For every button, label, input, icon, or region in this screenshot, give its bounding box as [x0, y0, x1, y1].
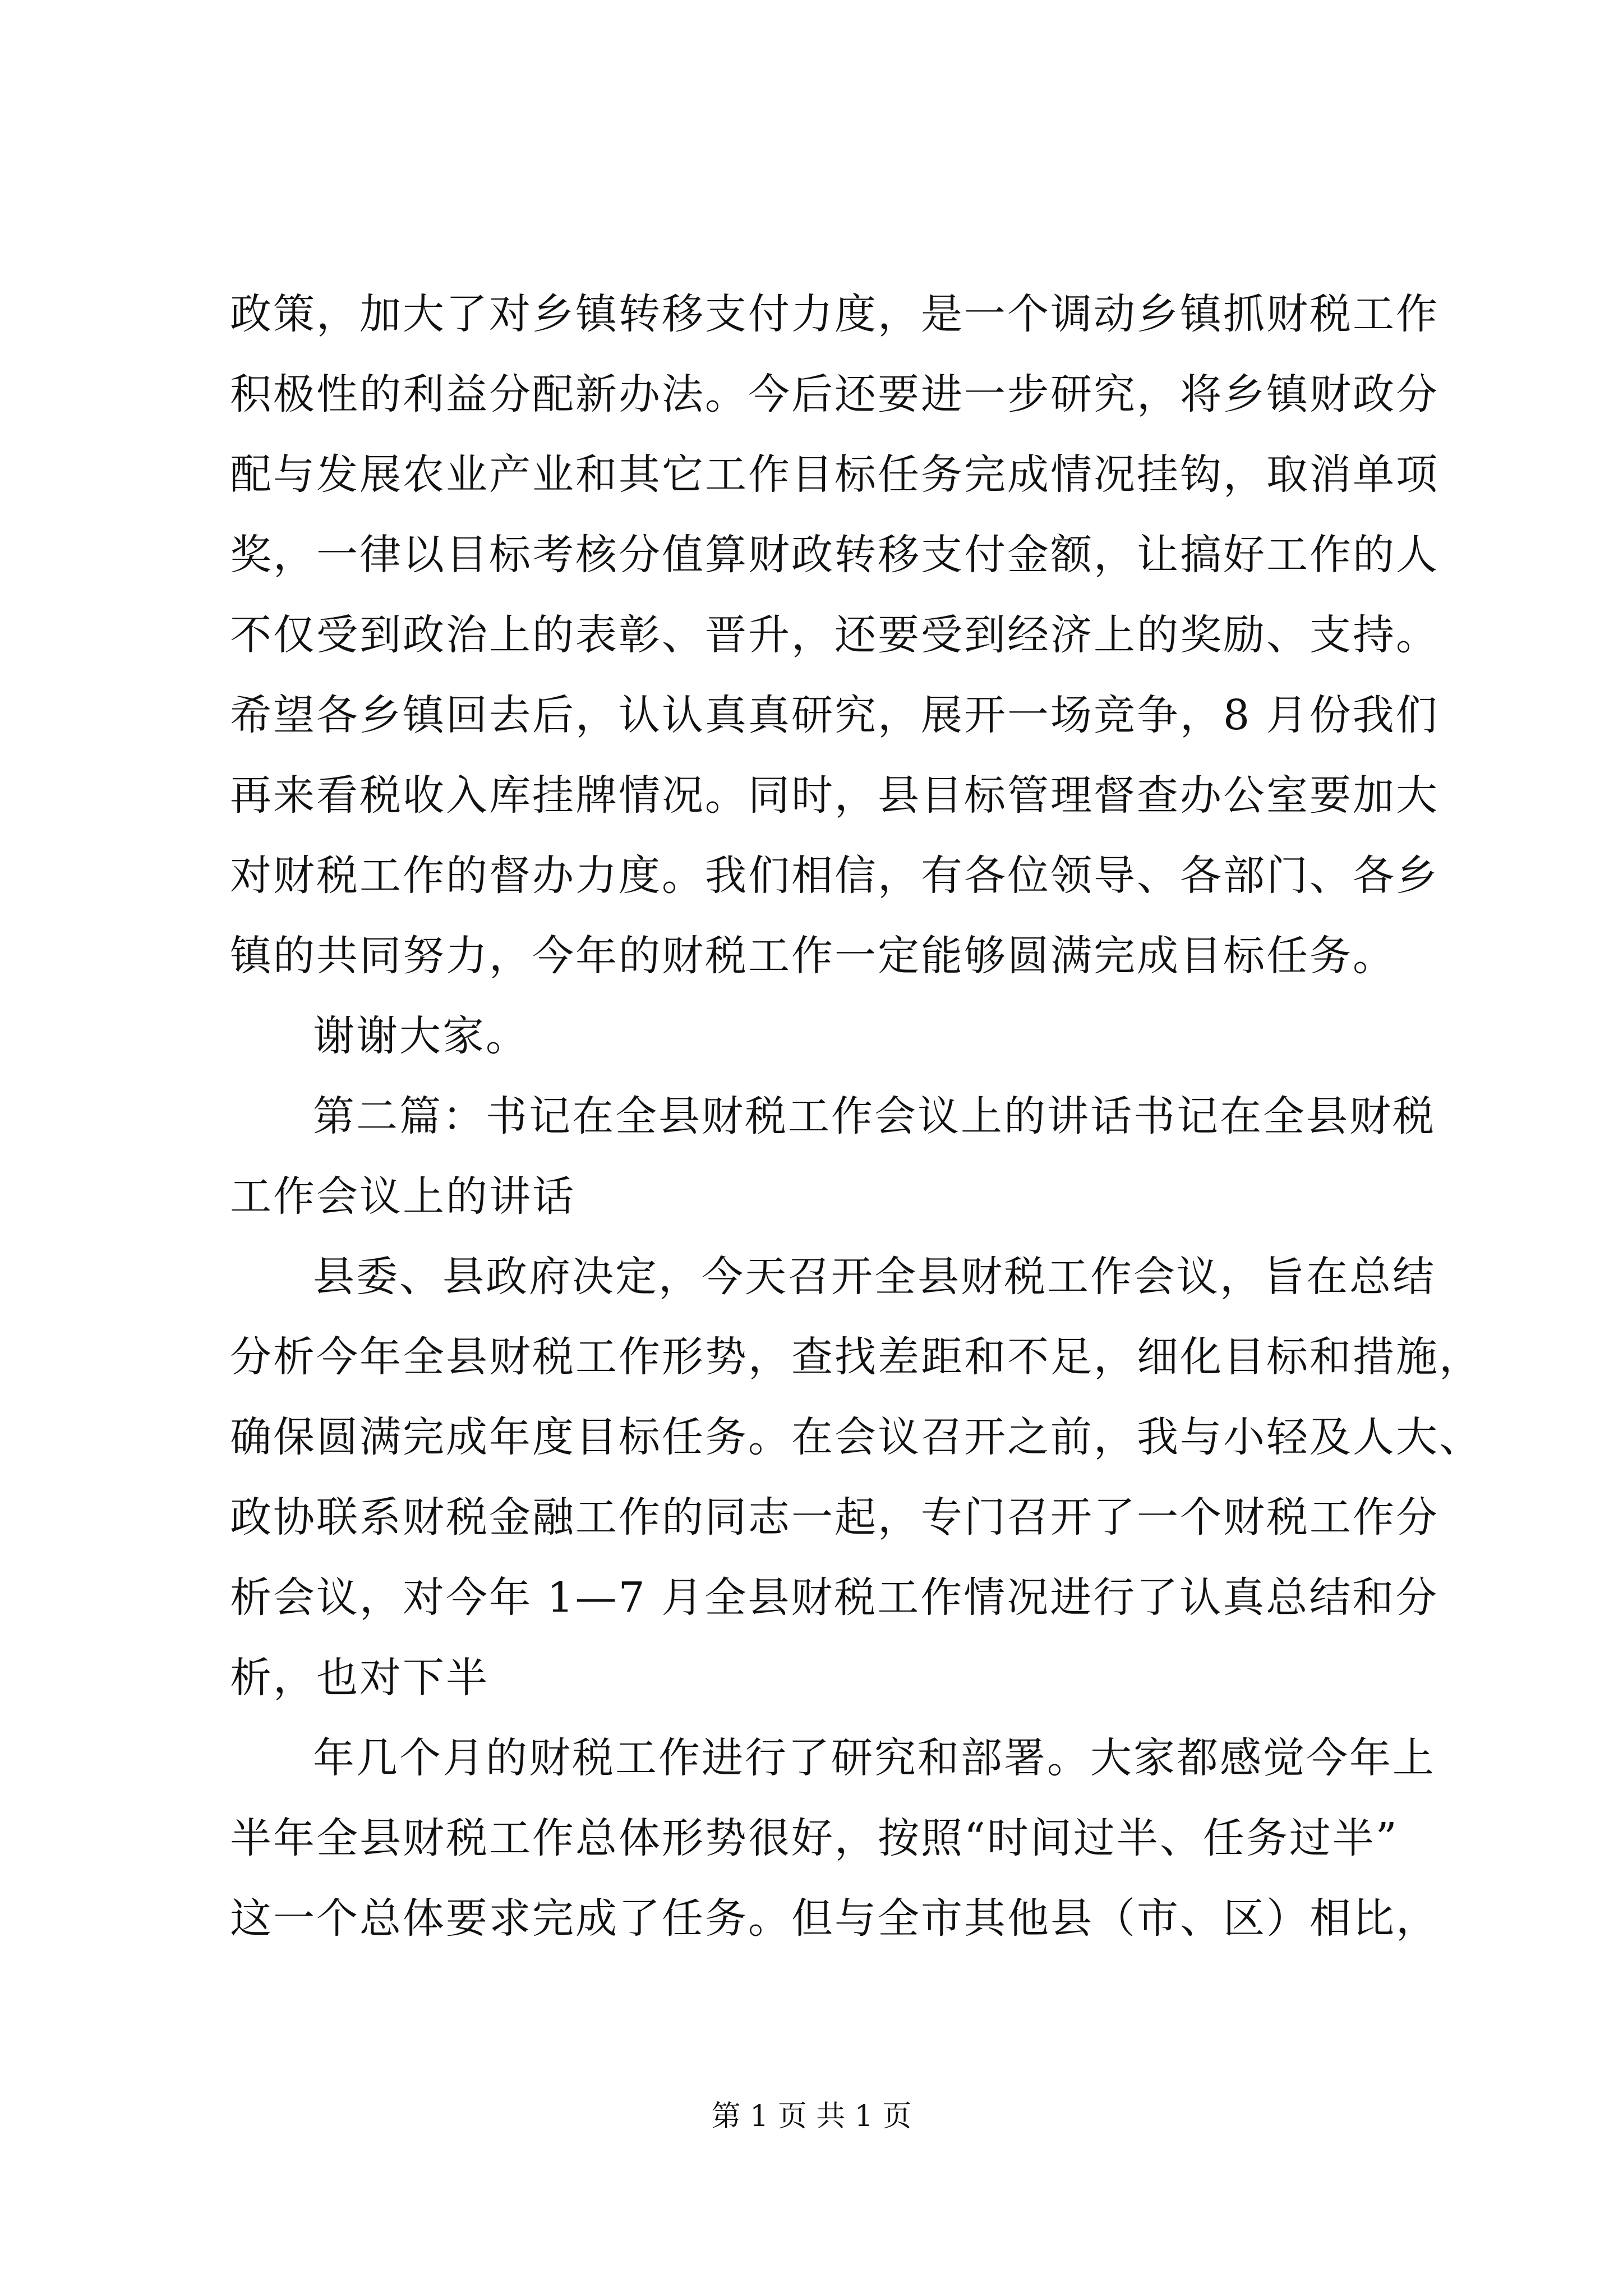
text-line: 镇的共同努力，今年的财税工作一定能够圆满完成目标任务。: [230, 932, 1396, 980]
text-line: 配与发展农业产业和其它工作目标任务完成情况挂钩，取消单项: [230, 450, 1439, 499]
section-heading: 第二篇：书记在全县财税工作会议上的讲话书记在全县财税: [313, 1092, 1436, 1140]
text-line: 政策，加大了对乡镇转移支付力度，是一个调动乡镇抓财税工作: [230, 290, 1439, 338]
text-line: 这一个总体要求完成了任务。但与全市其他县（市、区）相比，: [230, 1894, 1439, 1943]
text-line: 不仅受到政治上的表彰、晋升，还要受到经济上的奖励、支持。: [230, 611, 1439, 659]
section-heading-cont: 工作会议上的讲话: [230, 1172, 575, 1221]
text-line: 奖，一律以目标考核分值算财政转移支付金额，让搞好工作的人: [230, 531, 1439, 579]
text-line: 分析今年全县财税工作形势，查找差距和不足，细化目标和措施，: [230, 1333, 1482, 1381]
text-line: 县委、县政府决定，今天召开全县财税工作会议，旨在总结: [313, 1253, 1436, 1301]
text-line: 析，也对下半: [230, 1654, 489, 1702]
text-line: 希望各乡镇回去后，认认真真研究，展开一场竞争，8 月份我们: [230, 691, 1439, 739]
text-line: 年几个月的财税工作进行了研究和部署。大家都感觉今年上: [313, 1734, 1436, 1782]
text-line: 积极性的利益分配新办法。今后还要进一步研究，将乡镇财政分: [230, 370, 1439, 418]
closing-line: 谢谢大家。: [313, 1012, 529, 1060]
text-line: 确保圆满完成年度目标任务。在会议召开之前，我与小轻及人大、: [230, 1413, 1482, 1461]
text-line: 再来看税收入库挂牌情况。同时，县目标管理督查办公室要加大: [230, 771, 1439, 820]
text-line: 析会议，对今年 1—7 月全县财税工作情况进行了认真总结和分: [230, 1573, 1439, 1622]
text-line: 对财税工作的督办力度。我们相信，有各位领导、各部门、各乡: [230, 852, 1439, 900]
page-footer: 第 1 页 共 1 页: [711, 2100, 912, 2133]
text-line: 政协联系财税金融工作的同志一起，专门召开了一个财税工作分: [230, 1493, 1439, 1542]
text-line: 半年全县财税工作总体形势很好，按照“时间过半、任务过半”: [230, 1814, 1399, 1862]
